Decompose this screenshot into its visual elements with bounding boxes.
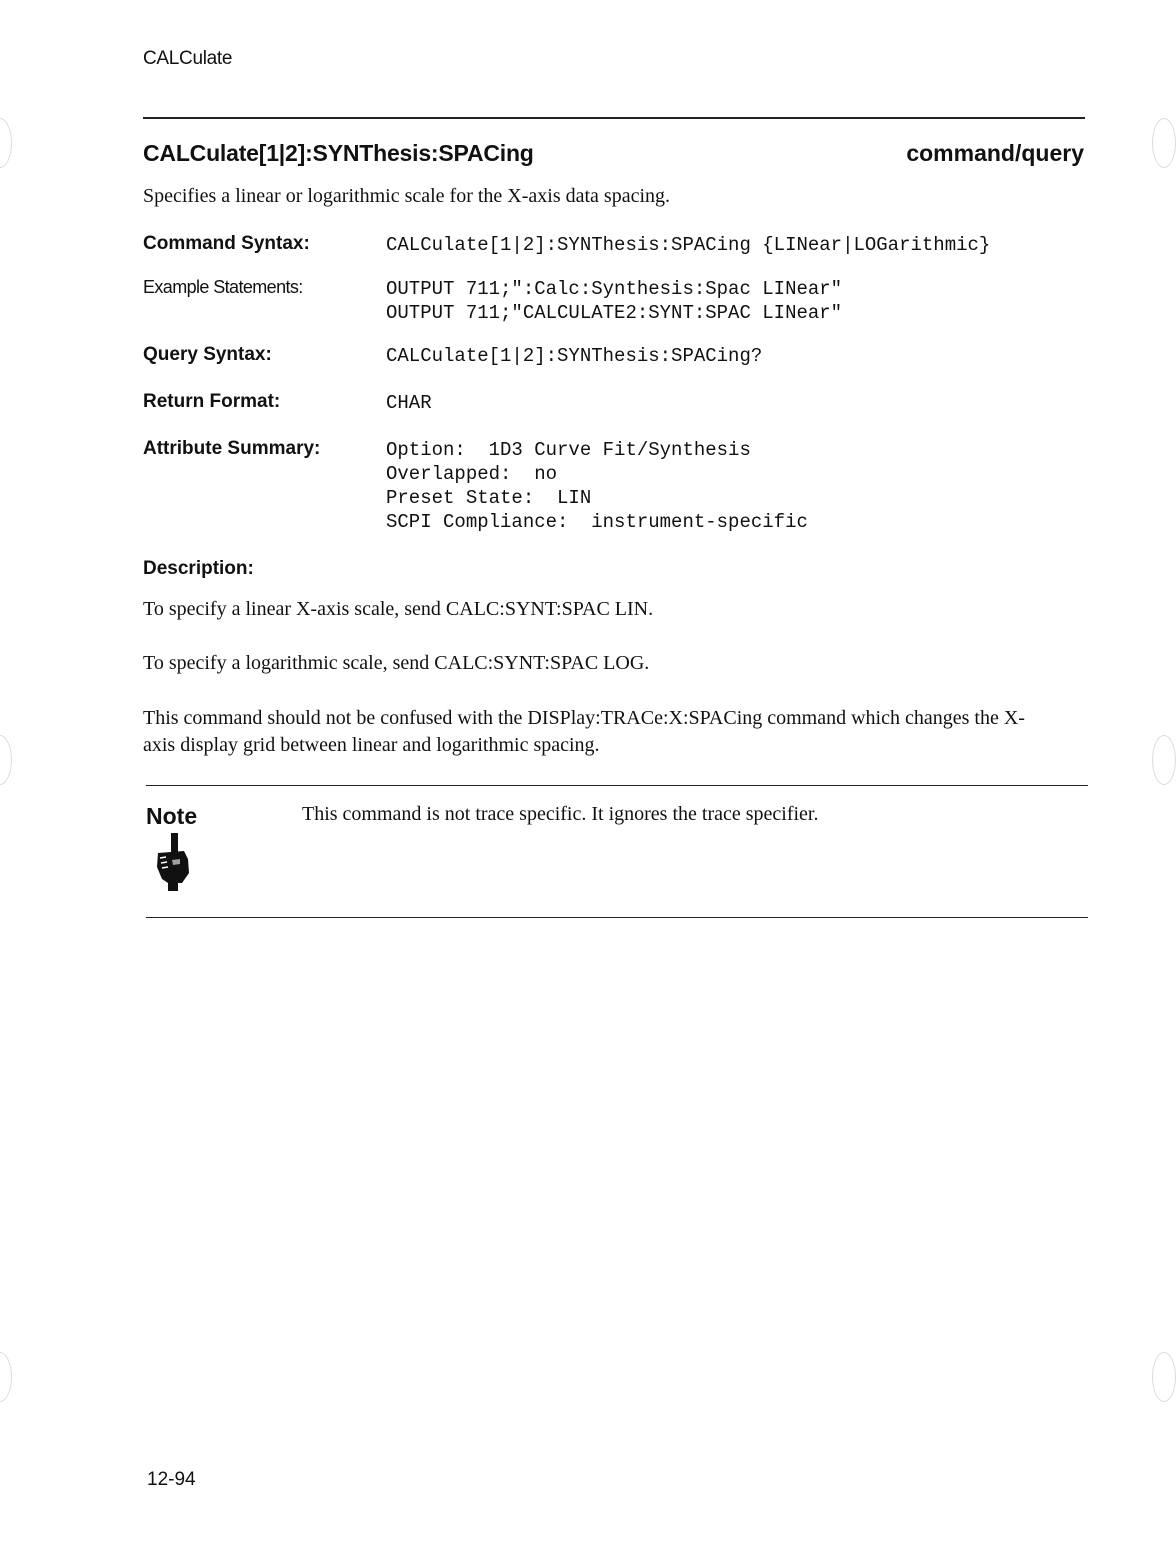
attribute-line: SCPI Compliance: instrument-specific <box>386 511 808 533</box>
scan-mark <box>1152 735 1176 785</box>
description-paragraph: To specify a linear X-axis scale, send CALC:SYNT:SPAC LIN. <box>143 598 654 620</box>
note-text: This command is not trace specific. It ignores the trace specifier. <box>302 803 819 825</box>
scan-mark <box>0 118 12 168</box>
scan-mark <box>1152 118 1176 168</box>
pointing-hand-icon <box>152 833 196 898</box>
attribute-line: Option: 1D3 Curve Fit/Synthesis <box>386 439 751 461</box>
attribute-line: Overlapped: no <box>386 463 558 485</box>
return-format-value: CHAR <box>386 392 432 414</box>
description-heading: Description: <box>143 558 254 579</box>
running-head: CALCulate <box>143 48 233 69</box>
command-syntax-value: CALCulate[1|2]:SYNThesis:SPACing {LINear|LOGarithmic} <box>386 234 991 256</box>
attribute-line: Preset State: LIN <box>386 487 592 509</box>
example-statements-value <box>386 277 842 325</box>
command-syntax-label: Command Syntax: <box>143 233 310 254</box>
scan-mark <box>0 1352 12 1402</box>
query-syntax-label: Query Syntax: <box>143 344 272 365</box>
return-format-label: Return Format: <box>143 391 281 412</box>
command-title: CALCulate[1|2]:SYNThesis:SPACing <box>143 140 534 166</box>
example-statements-label: Example Statements: <box>143 277 303 297</box>
command-summary: Specifies a linear or logarithmic scale for the X-axis data spacing. <box>143 185 671 207</box>
query-syntax-value: CALCulate[1|2]:SYNThesis:SPACing? <box>386 345 763 367</box>
header-divider <box>143 117 1085 119</box>
description-paragraph: This command should not be confused with the DISPlay:TRACe:X:SPACing command which changes the X-axis display grid between linear and logarithmic spacing. <box>143 707 1025 756</box>
note-label: Note <box>146 803 198 829</box>
example-line: OUTPUT 711;"CALCULATE2:SYNT:SPAC LINear" <box>386 302 843 324</box>
note-divider-top <box>146 785 1088 786</box>
attribute-summary-value <box>386 438 808 534</box>
scan-mark <box>0 735 12 785</box>
command-type: command/query <box>906 140 1084 166</box>
description-paragraph: To specify a logarithmic scale, send CALC:SYNT:SPAC LOG. <box>143 652 650 674</box>
example-line: OUTPUT 711;":Calc:Synthesis:Spac LINear" <box>386 278 843 300</box>
note-divider-bottom <box>146 917 1088 918</box>
attribute-summary-label: Attribute Summary: <box>143 438 321 459</box>
page-number: 12-94 <box>147 1469 196 1490</box>
scan-mark <box>1152 1352 1176 1402</box>
